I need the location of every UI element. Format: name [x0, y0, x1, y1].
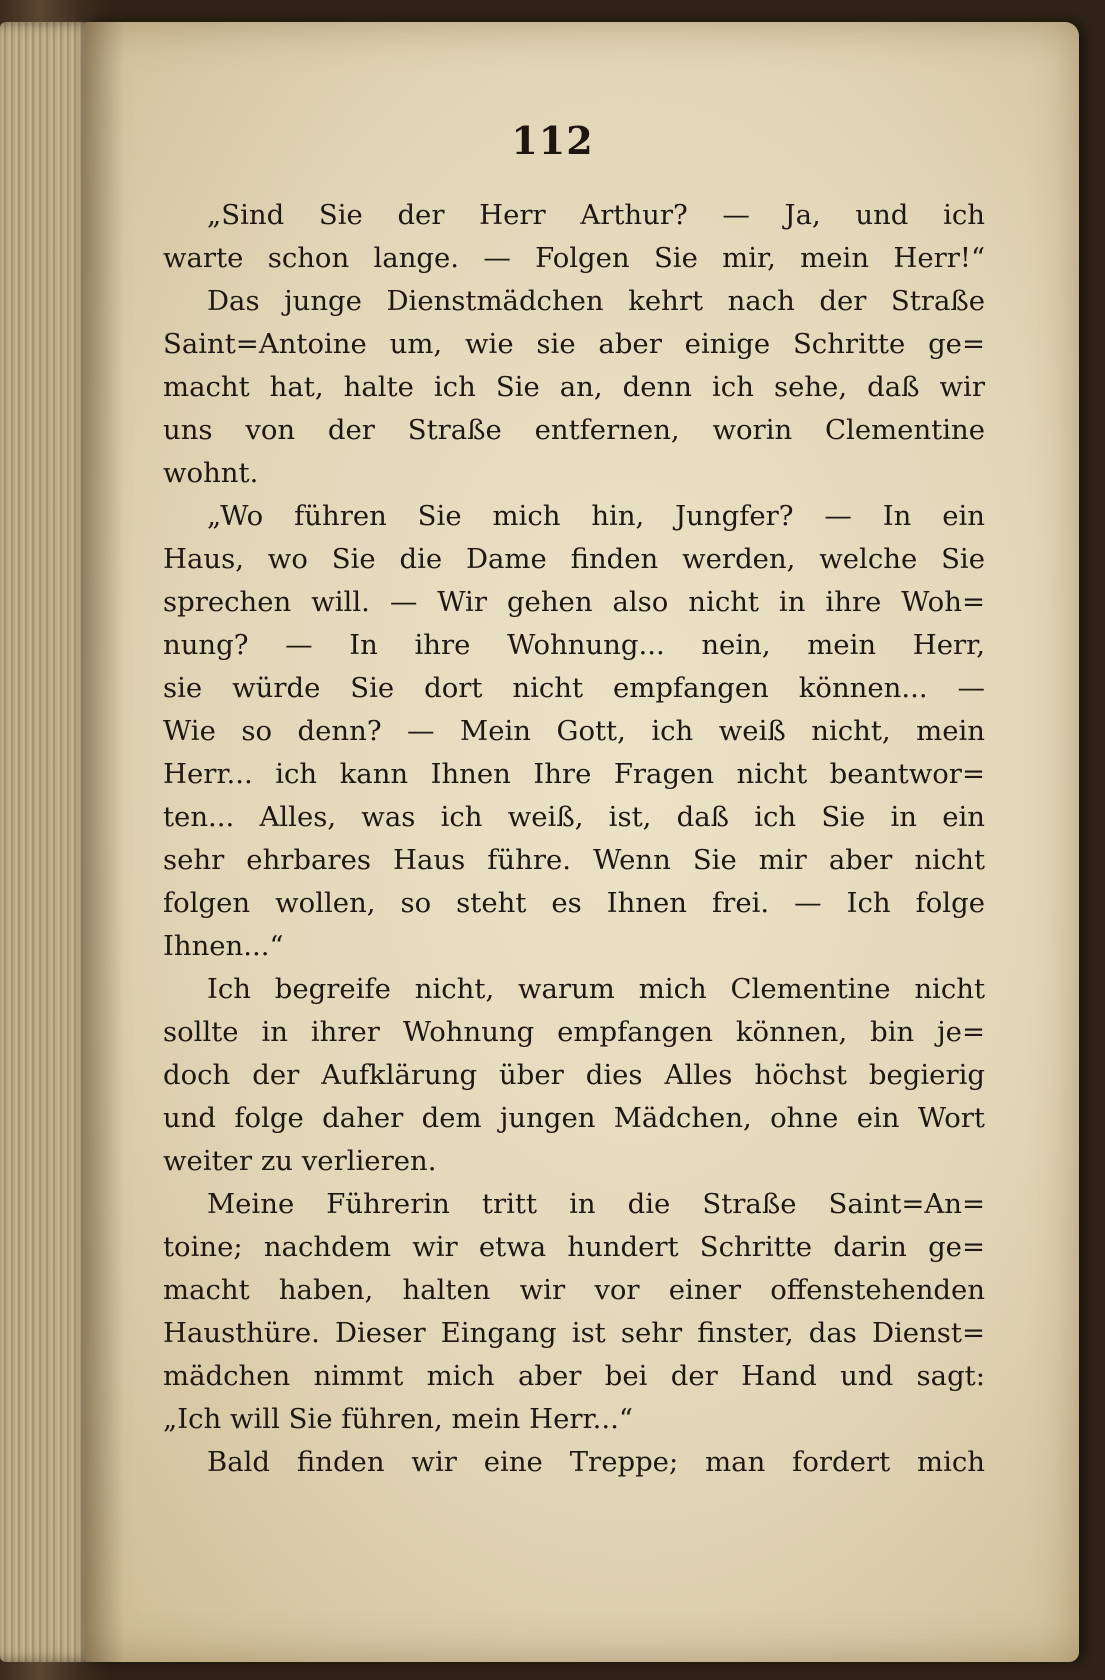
- text-line: Saint=Antoine um, wie sie aber einige Schritte ge=: [163, 328, 985, 360]
- text-line: Wie so denn? — Mein Gott, ich weiß nicht, mein: [163, 715, 985, 747]
- page-number: 112: [511, 118, 594, 163]
- text-line: sehr ehrbares Haus führe. Wenn Sie mir aber nicht: [163, 844, 985, 876]
- text-line: Das junge Dienstmädchen kehrt nach der Straße: [207, 285, 985, 317]
- text-line: „Ich will Sie führen, mein Herr...“: [163, 1403, 633, 1435]
- text-line: weiter zu verlieren.: [163, 1145, 437, 1177]
- page-gutter-shadow: [84, 22, 124, 1662]
- text-line: folgen wollen, so steht es Ihnen frei. — Ich folge: [163, 887, 985, 919]
- text-line: Hausthüre. Dieser Eingang ist sehr finster, das Dienst=: [163, 1317, 985, 1349]
- text-line: ten... Alles, was ich weiß, ist, daß ich Sie in ein: [163, 801, 985, 833]
- text-line: toine; nachdem wir etwa hundert Schritte darin ge=: [163, 1231, 985, 1263]
- text-line: macht hat, halte ich Sie an, denn ich sehe, daß wir: [163, 371, 985, 403]
- text-line: Meine Führerin tritt in die Straße Saint=An=: [207, 1188, 985, 1220]
- text-line: macht haben, halten wir vor einer offenstehenden: [163, 1274, 985, 1306]
- text-line: warte schon lange. — Folgen Sie mir, mein Herr!“: [163, 242, 985, 274]
- text-line: Ich begreife nicht, warum mich Clementine nicht: [207, 973, 985, 1005]
- text-line: sollte in ihrer Wohnung empfangen können, bin je=: [163, 1016, 985, 1048]
- body-text: [163, 194, 985, 1484]
- text-line: sie würde Sie dort nicht empfangen können... —: [163, 672, 985, 704]
- page-edges: [0, 22, 95, 1662]
- text-line: Herr... ich kann Ihnen Ihre Fragen nicht beantwor=: [163, 758, 985, 790]
- text-line: sprechen will. — Wir gehen also nicht in ihre Woh=: [163, 586, 985, 618]
- text-line: Ihnen...“: [163, 930, 284, 962]
- text-line: nung? — In ihre Wohnung... nein, mein Herr,: [163, 629, 985, 661]
- text-line: mädchen nimmt mich aber bei der Hand und sagt:: [163, 1360, 985, 1392]
- text-line: doch der Aufklärung über dies Alles höchst begierig: [163, 1059, 985, 1091]
- text-line: Bald finden wir eine Treppe; man fordert mich: [207, 1446, 985, 1478]
- text-line: und folge daher dem jungen Mädchen, ohne ein Wort: [163, 1102, 985, 1134]
- text-line: „Sind Sie der Herr Arthur? — Ja, und ich: [207, 199, 985, 231]
- text-line: wohnt.: [163, 457, 259, 489]
- text-line: Haus, wo Sie die Dame finden werden, welche Sie: [163, 543, 985, 575]
- text-line: „Wo führen Sie mich hin, Jungfer? — In ein: [207, 500, 985, 532]
- text-line: uns von der Straße entfernen, worin Clementine: [163, 414, 985, 446]
